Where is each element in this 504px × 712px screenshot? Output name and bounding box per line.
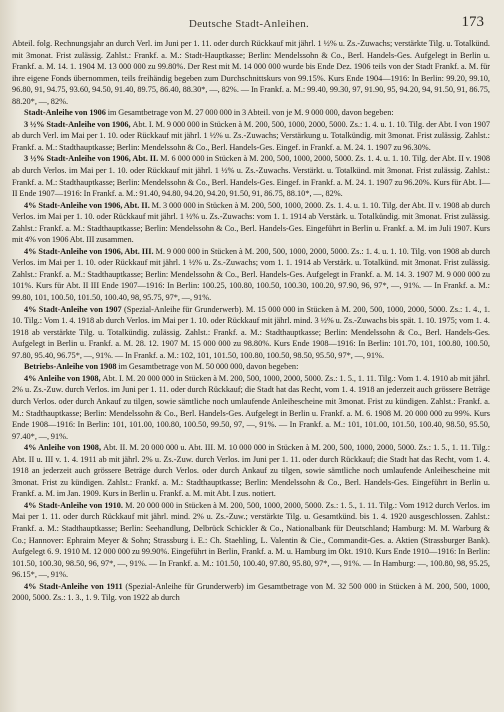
paragraph-heading: 4% Stadt-Anleihe von 1910. [24,500,126,510]
paragraph-heading: Betriebs-Anleihe von 1908 [24,362,119,372]
running-title: Deutsche Stadt-Anleihen. [188,18,310,30]
paragraph-heading: 3 ½% Stadt-Anleihe von 1906, [24,119,133,129]
paragraph [12,373,490,442]
paragraph-text: im Gesamtbetrage von M. 27 000 000 in 3 Abteil. von je M. 9 000 000, davon begeben: [107,108,394,118]
paragraph-text: (Spezial-Anleihe für Grunderwerb). M. 15 000 000 in Stücken à M. 200, 500, 1000, 2000, 5000. Zs.: 1. 4., 1. 10. Tilg.: Vom 1. 4. 1918 ab durch Verlos. im Mai per 1. 10. oder Rückkauf mit jährl. mind. 3 ½% u. Zs.-Zuwachs bis spät. 1. 10. 1975; vom 1. 4. 1918 ab verstärkte Tilg. u. Totalkündig. zulässig. Zahlst.: Frankf. a. M.: Stadthauptkasse; Berlin: Mendelssohn & Co., Berl. Handels-Ges. Aufgelegt in Berlin u. Frankf. a. M. 28. 12. 1907 M. 15 000 000 zu 98.80%. Kurs Ende 1908—1916: In Berlin: 101.70, 101, 100.80, 100.50, 97.80, 95.40, 96.75*, —, 91%. — In Frankf. a. M.: 102, 101, 101.50, 100.80, 100.50, 98.50, 95.50, 97*, —, 91%. [12,304,490,360]
paragraph-text: M. 9 000 000 in Stücken à M. 200, 500, 1000, 2000, 5000. Zs.: 1. 4. u. 1. 10. Tilg. von 1908 ab durch Verlos. im Mai per 1. 10. oder Rückkauf mit jährl. 1 ½% u. Zs.-Zuwachs; vom 1. 1. 1914 ab Verstärk. u. Totalkünd. mit 3monat. Frist zulässig. Zahlst.: Frankf. a. M.: Stadthauptkasse; Berlin: Mendelssohn & Co., Berl. Handels-Ges. Aufgelegt in Frankf. a. M. 14. 3. 1907 M. 9 000 000 zu 101%. Kurs für Abt. II III Ende 1907—1916: In Berlin: 100.25, 100.80, 100.50, 100.30, 100.20, 97.90, 96, 97*, —, 91%. — In Frankf. a. M.: 99.80, 101, 100.50, 101.50, 100.40, 98, 95.75, 97*, —, 91%. [12,246,490,303]
paragraph [12,442,490,500]
paragraph-heading: 4% Stadt-Anleihe von 1907 [24,304,124,314]
paragraph-heading: 4% Anleihe von 1908, [24,373,103,383]
paragraph-text: M. 6 000 000 in Stücken à M. 200, 500, 1000, 2000, 5000. Zs. 1. 4. u. 1. 10. Tilg. der Abt. II v. 1908 ab durch Verlos. im Mai per 1. 10. oder Rückkauf mit jährl. 1 ½% u. Zs.-Zuwachs. Verstärkt. u. Totalkünd. mit 3monat. Frist zulässig. Zahlst.: Frankf. a. M.: Stadthauptkasse; Berlin: Mendelssohn & Co., Berl. Handels-Ges. Eingef. in Frankf. a. M. 24. 1. 1907 zu 96.20%. Kurs für Abt. I—II Ende 1907—1916: In Frankf. a. M.: 91.40, 94.80, 94.20, 94.20, 91.50, 91, 86.75, 88.10*, —, 82%. [12,154,491,199]
page-header [8,10,490,38]
paragraph-text: (Spezial-Anleihe für Grunderwerb) im Gesamtbetrage von M. 32 500 000 in Stücken à M. 200, 500, 1000, 2000, 5000. Zs.: 1. 3., 1. 9. Tilg. von 1922 ab durch [12,581,490,603]
paragraph-text: M. 20 000 000 in Stücken à M. 200, 500, 1000, 2000, 5000. Zs.: 1. 5., 1. 11. Tilg.: Vom 1912 durch Verlos. im Mai per 1. 11. oder durch Rückkauf mit jährl. mind. 2% u. Zs.-Zuw.; verstärkte Tilg. u. Gesamtkünd. bis 1. 4. 1920 ausgeschlossen. Zahlst.: Frankf. a. M.: Stadthauptkasse; Berlin: Seehandlung, Delbrück Schickler & Co., Nationalbank für Deutschland; Hamburg: M. M. Warburg & Co.; Hannover: Ephraim Meyer & Sohn; Strassburg i. E.: Ch. Staehling, L. Valentin & Cie., Commandit-Ges. a. Aktien (Strassburger Bank). Aufgelegt 6. 9. 1910 M. 12 000 000 zu 99.90%. Eingeführt in Berlin, Frankf. a. M. u. Hamburg im Okt. 1910. Kurs Ende 1910—1916: In Berlin: 101.50, 100.30, 98.50, 96, 97*, —, 91%. — In Frankf. a. M.: 101.50, 100.40, 97.80, 95.80, 97*, —, 91%. — In Hamburg: —, 100.80, 98, 95.25, 96.15*, —, 91%. [12,500,491,580]
paragraph-heading: 4% Anleihe von 1908, [24,443,104,453]
paragraph [12,38,490,107]
paragraph-heading: 4% Stadt-Anleihe von 1906, Abt. III. [24,246,156,256]
paragraph [12,581,490,604]
paragraph [12,304,490,362]
paragraph-text: Abt. II. M. 20 000 000 u. Abt. III. M. 10 000 000 in Stücken à M. 200, 500, 1000, 2000, 5000. Zs.: 1. 5., 1. 11. Tilg.: Abt. II u. III v. 1. 4. 1911 ab mit jährl. 2% u. Zs.-Zuw. durch Verlos. im Juni per 1. 11. oder durch Rückkauf; die Stadt hat das Recht, vom 1. 4. 1918 an jederzeit auch grössere Beträge durch Verlos. oder durch Ankauf zu tilgen, sowie sämtliche noch umlaufende Anleihescheine mit 3monat. Frist zu kündigen. Zahlst.: Frankf. a. M.: Stadthauptkasse; Berlin: Mendelssohn & Co., Berl. Handels-Ges. Eingeführt in Berlin u. Frankf. a. M. im Jan. 1909. Kurs in Berlin u. Frankf. a. M. mit Abt. I zus. notiert. [12,443,491,499]
paragraph-text: im Gesamtbetrage von M. 50 000 000, davon begeben: [118,362,299,372]
body-text [8,38,490,604]
paragraph-heading: Stadt-Anleihe von 1906 [24,108,108,118]
paragraph [12,361,490,373]
paragraph-heading: 4% Stadt-Anleihe von 1911 [24,581,126,591]
paragraph-text: M. 3 000 000 in Stücken à M. 200, 500, 1000, 2000. Zs. 1. 4. u. 1. 10. Tilg. der Abt. II v. 1908 ab durch Verlos. im Mai per 1. 10. oder Rückkauf mit jährl. 1 ½% u. Zs.-Zuwachs: vom 1. 1. 1914 ab Verstärk. u. Totalkündig. mit 3monat. Frist zulässig. Zahlst.: Frankf. a. M.: Stadthauptkasse; Berlin: Mendelssohn & Co., Berl. Handels-Ges. Eingeführt in Berlin u. Frankf. a. M. im Juli 1907. Kurs mit 4% von 1906 Abt. III zusammen. [12,200,490,245]
paragraph-text: Abt. I. M. 20 000 000 in Stücken à M. 200, 500, 1000, 2000, 5000. Zs.: 1. 5., 1. 11. Tilg.: Vom 1. 4. 1910 ab mit jährl. 2% u. Zs.-Zuw. durch Verlos. im Juni per 1. 11. oder durch Rückkauf; die Stadt hat das Recht, vom 1. 4. 1918 an jederzeit auch grössere Beträge durch Verlos. oder durch Ankauf zu tilgen, sowie sämtliche noch umlaufende Anleihescheine mit 3monat. Frist zu kündigen. Zahlst.: Frankf. a. M.: Stadthauptkasse; Berlin: Mendelssohn & Co., Berl. Handels-Ges. Aufgelegt in Berlin u. Frankf. a. M. 6. 1908 M. 20 000 000 zu 99%. Kurs Ende 1908—1916: In Berlin: 101, 101.00, 100.80, 100.50, 99.50, 97, —, 91%. — In Frankf. a. M.: 101, 101.00, 101.50, 100.40, 98.50, 95.50, 97.40*, —, 91%. [12,373,491,441]
paragraph [12,500,490,581]
paragraph [12,246,490,304]
paragraph-heading: 4% Stadt-Anleihe von 1906, Abt. II. [24,200,152,210]
paragraph [12,200,490,246]
paragraph [12,153,490,199]
paragraph [12,119,490,154]
paragraph [12,107,490,119]
page-number: 173 [461,14,484,30]
paragraph-text: Abteil. folg. Rechnungsjahr an durch Verl. im Juni per 1. 11. oder durch Rückkauf mit jährl. 1 ½% u. Zs.-Zuwachs; verstärkte Tilg. u. Totalkünd. mit 3monat. Frist zulässig. Zahlst.: Frankf. a. M.: Stadt-Hauptkasse; Berlin: Mendelssohn & Co., Berl. Handels-Ges. Aufgelegt in Berlin u. Frankf. a. M. 14. 1. 1904 M. 13 000 000 zu 99.80%. Der Rest mit M. 14 000 000 wurde bis Ende Dez. 1906 teils von der Stadt Frankf. a. M. für ihre eigene Fonds übernommen, teils freihändig begeben zum Durchschnittskurs von 99.15%. Kurs Ende 1904—1916: In Berlin: 99.20, 99.10, 96.80, 91, 94.75, 93.60, 94.50, 91.40, 89.75, 86.40, 88.30*, —, 82%. — In Frankf. a. M.: 99.40, 99.30, 97, 91.90, 95, 94.20, 94, 91.50, 91, 86.75, 88.20*, —, 82%. [12,39,490,106]
paragraph-heading: 3 ½% Stadt-Anleihe von 1906, Abt. II. [24,154,161,164]
paragraph-text: Abt. I. M. 9 000 000 in Stücken à M. 200, 500, 1000, 2000, 5000. Zs.: 1. 4. u. 1. 10. Tilg. der Abt. I von 1907 ab durch Verl. im Mai per 1. 10. oder Rückkauf mit jährl. 1 ½% u. Zs.-Zuwachs; Verstärkung u. Totalkündig. mit 3monat. Frist zulässig. Zahlst.: Frankf. a. M.: Stadthauptkasse; Berlin: Mendelssohn & Co., Berl. Handels-Ges. Eingef. in Frankf. a. M. 24. 1. 1907 zu 96.30%. [12,119,490,152]
